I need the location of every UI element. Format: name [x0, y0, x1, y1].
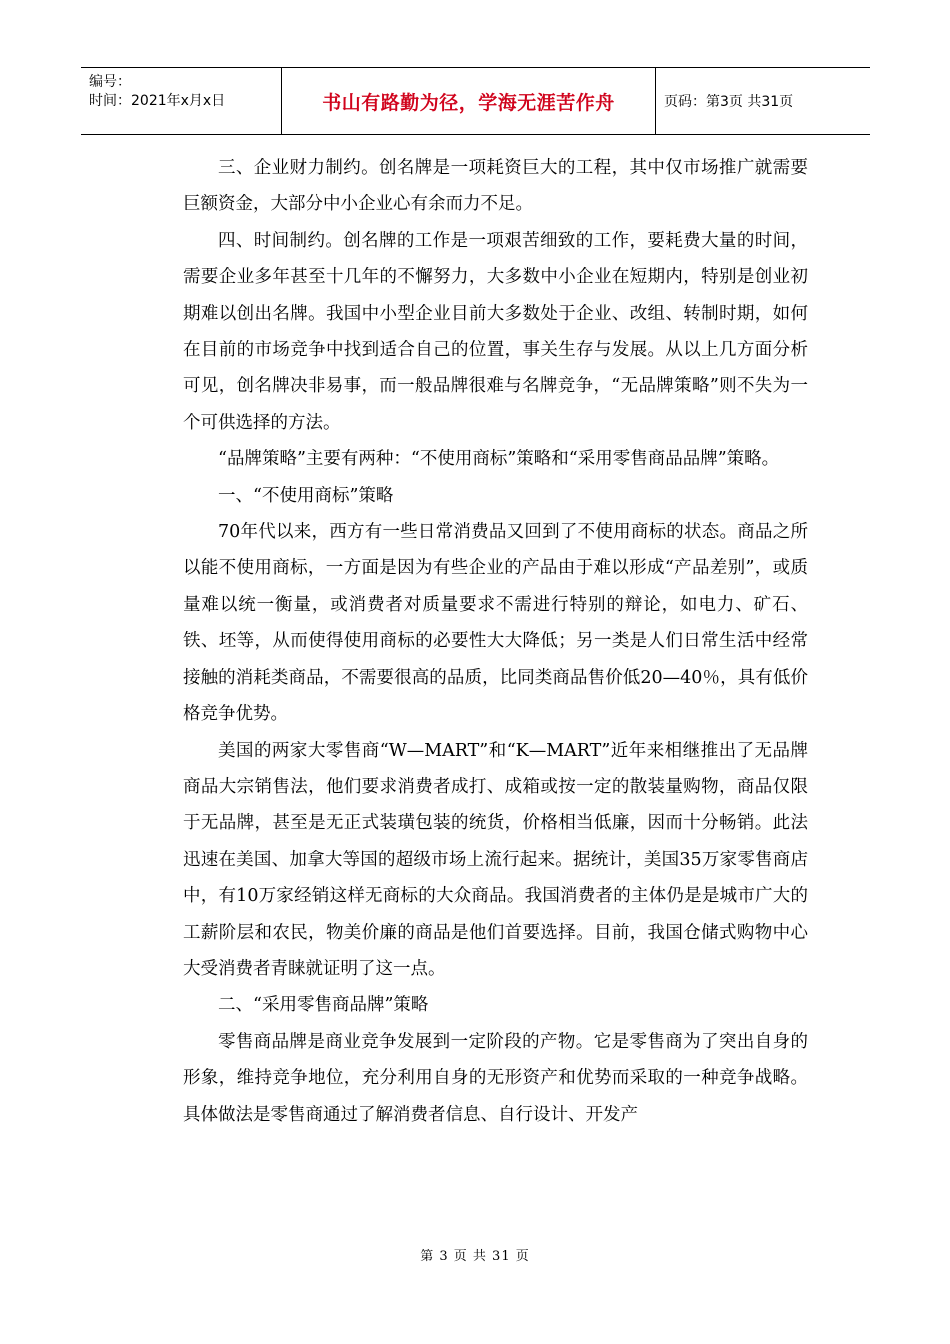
paragraph-retail-brand: 零售商品牌是商业竞争发展到一定阶段的产物。它是零售商为了突出自身的形象，维持竞争地位，充分利用自身的无形资产和优势而采取的一种竞争战略。具体做法是零售商通过了解消费者信息、自行设计、开发产: [183, 1031, 808, 1125]
document-date: 时间：2021年x月x日: [89, 93, 226, 109]
section-heading-no-trademark: 一、“不使用商标”策略: [218, 485, 394, 506]
page-footer: 第 3 页 共 31 页: [420, 1249, 530, 1264]
page-header: [81, 67, 870, 135]
section-heading-retail-brand: 二、“采用零售商品牌”策略: [218, 995, 429, 1016]
paragraph-time-constraint: 四、时间制约。创名牌的工作是一项艰苦细致的工作，要耗费大量的时间，需要企业多年甚至十几年的不懈努力，大多数中小企业在短期内，特别是创业初期难以创出名牌。我国中小型企业目前大多数处于企业、改组、转制时期，如何在目前的市场竞争中找到适合自己的位置，事关生存与发展。从以上几方面分析可见，创名牌决非易事，而一般品牌很难与名牌竞争，“无品牌策略”则不失为一个可供选择的方法。: [183, 230, 808, 433]
header-page-info: 页码：第3页 共31页: [664, 94, 794, 110]
paragraph-finance-constraint: 三、企业财力制约。创名牌是一项耗资巨大的工程，其中仅市场推广就需要巨额资金，大部分中小企业心有余而力不足。: [183, 158, 808, 215]
header-meta: [81, 68, 282, 134]
document-body: [183, 150, 808, 1133]
header-motto: 书山有路勤为径，学海无涯苦作舟: [282, 68, 656, 134]
document-number-label: 编号：: [89, 74, 131, 90]
paragraph-us-retailers: 美国的两家大零售商“W—MART”和“K—MART”近年来相继推出了无品牌商品大宗销售法，他们要求消费者成打、成箱或按一定的散装量购物，商品仅限于无品牌，甚至是无正式装璜包装的统货，价格相当低廉，因而十分畅销。此法迅速在美国、加拿大等国的超级市场上流行起来。据统计，美国35万家零售商店中，有10万家经销这样无商标的大众商品。我国消费者的主体仍是是城市广大的工薪阶层和农民，物美价廉的商品是他们首要选择。目前，我国仓储式购物中心大受消费者青睐就证明了这一点。: [183, 740, 808, 979]
paragraph-brand-strategies: “品牌策略”主要有两种：“不使用商标”策略和“采用零售商品品牌”策略。: [218, 449, 780, 470]
paragraph-no-trademark: 70年代以来，西方有一些日常消费品又回到了不使用商标的状态。商品之所以能不使用商标，一方面是因为有些企业的产品由于难以形成“产品差别”，或质量难以统一衡量，或消费者对质量要求不需进行特别的辩论，如电力、矿石、铁、坯等，从而使得使用商标的必要性大大降低；另一类是人们日常生活中经常接触的消耗类商品，不需要很高的品质，比同类商品售价低20—40％，具有低价格竞争优势。: [183, 522, 808, 725]
